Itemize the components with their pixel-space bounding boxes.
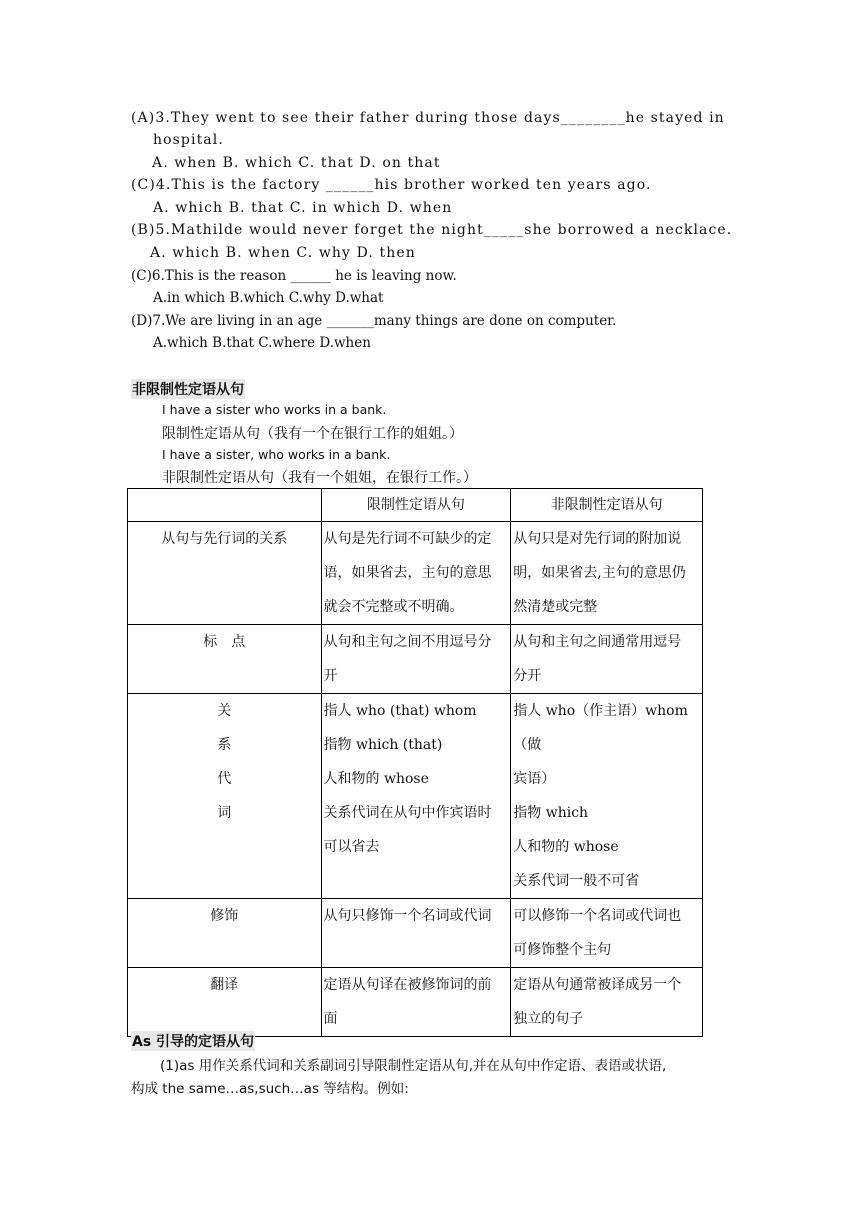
cell-line: 定语从句通常被译成另一个	[513, 977, 682, 993]
question-5: (B)5.Mathilde would never forget the night_____she borrowed a necklace.	[131, 222, 733, 238]
example-2-chinese: 非限制性定语从句（我有一个姐姐，在银行工作。）	[162, 470, 477, 486]
cell-line: 语，如果省去，主句的意思	[323, 565, 492, 581]
question-3-options: A. when B. which C. that D. on that	[152, 155, 441, 171]
question-7: (D)7.We are living in an age _______many things are done on computer.	[131, 313, 617, 329]
cell-line: 关系代词在从句中作宾语时	[323, 805, 492, 821]
cell-line: 分开	[513, 668, 542, 684]
question-3: (A)3.They went to see their father during those days________he stayed in	[131, 110, 725, 126]
cell-line: 指人 who（作主语）whom（做	[513, 703, 688, 753]
example-2-english: I have a sister, who works in a bank.	[162, 447, 391, 462]
example-1-english: I have a sister who works in a bank.	[162, 402, 387, 417]
table-row	[128, 694, 703, 899]
cell-line: 从句只修饰一个名词或代词	[323, 908, 492, 924]
row-restrictive-cell	[321, 625, 511, 694]
question-6: (C)6.This is the reason ______ he is leaving now.	[131, 268, 457, 284]
row-label: 翻译	[128, 968, 322, 1037]
cell-line: 独立的句子	[513, 1011, 584, 1027]
row-nonrestrictive-cell	[511, 625, 703, 694]
table-header-row	[128, 489, 703, 522]
cell-line: 明，如果省去,主句的意思仍	[513, 565, 686, 581]
paragraph-line-2: 构成 the same…as,such…as 等结构。例如:	[131, 1081, 409, 1097]
row-restrictive-cell	[321, 899, 511, 968]
cell-line: 从句只是对先行词的附加说	[513, 531, 682, 547]
table-row	[128, 522, 703, 625]
comparison-table	[127, 488, 703, 1037]
cell-line: 开	[323, 668, 338, 684]
table-row	[128, 625, 703, 694]
question-4-options: A. which B. that C. in which D. when	[153, 200, 453, 216]
table-header-nonrestrictive: 非限制性定语从句	[511, 489, 703, 522]
question-5-options: A. which B. when C. why D. then	[150, 245, 416, 261]
cell-line: 人和物的 whose	[513, 839, 619, 855]
cell-line: 可以修饰一个名词或代词也	[513, 908, 682, 924]
paragraph-line-1: (1)as 用作关系代词和关系副词引导限制性定语从句,并在从句中作定语、表语或状语,	[160, 1058, 667, 1074]
row-nonrestrictive-cell	[511, 899, 703, 968]
cell-line: 指人 who (that) whom	[323, 703, 477, 719]
label-char: 关	[217, 703, 232, 719]
section-title-nonrestrictive: 非限制性定语从句	[131, 379, 245, 399]
row-label: 修饰	[128, 899, 322, 968]
question-3-continued: hospital.	[153, 132, 224, 148]
label-char: 系	[217, 737, 232, 753]
row-label: 标 点	[128, 625, 322, 694]
cell-line: 然清楚或完整	[513, 599, 598, 615]
row-nonrestrictive-cell	[511, 694, 703, 899]
row-nonrestrictive-cell	[511, 968, 703, 1037]
question-4: (C)4.This is the factory ______his brother worked ten years ago.	[131, 177, 652, 193]
cell-line: 从句和主句之间通常用逗号	[513, 634, 682, 650]
cell-line: 面	[323, 1011, 338, 1027]
cell-line: 就会不完整或不明确。	[323, 599, 464, 615]
row-label: 从句与先行词的关系	[128, 522, 322, 625]
table-row	[128, 899, 703, 968]
table-header-restrictive: 限制性定语从句	[321, 489, 511, 522]
row-label-vertical	[128, 694, 322, 899]
label-char: 代	[217, 771, 232, 787]
cell-line: 人和物的 whose	[323, 771, 429, 787]
cell-line: 宾语）	[513, 771, 556, 787]
row-restrictive-cell	[321, 694, 511, 899]
row-restrictive-cell	[321, 968, 511, 1037]
row-nonrestrictive-cell	[511, 522, 703, 625]
table-header-blank	[128, 489, 322, 522]
cell-line: 从句是先行词不可缺少的定	[323, 531, 492, 547]
cell-line: 定语从句译在被修饰词的前	[323, 977, 492, 993]
cell-line: 可修饰整个主句	[513, 942, 612, 958]
cell-line: 指物 which	[513, 805, 589, 821]
label-char: 词	[217, 805, 232, 821]
question-7-options: A.which B.that C.where D.when	[153, 335, 371, 351]
row-restrictive-cell	[321, 522, 511, 625]
example-1-chinese: 限制性定语从句（我有一个在银行工作的姐姐。）	[162, 426, 463, 442]
question-6-options: A.in which B.which C.why D.what	[153, 290, 384, 306]
cell-line: 从句和主句之间不用逗号分	[323, 634, 492, 650]
cell-line: 可以省去	[323, 839, 380, 855]
cell-line: 指物 which (that)	[323, 737, 443, 753]
cell-line: 关系代词一般不可省	[513, 873, 640, 889]
section-title-as-clause: As 引导的定语从句	[131, 1031, 255, 1051]
table-row	[128, 968, 703, 1037]
